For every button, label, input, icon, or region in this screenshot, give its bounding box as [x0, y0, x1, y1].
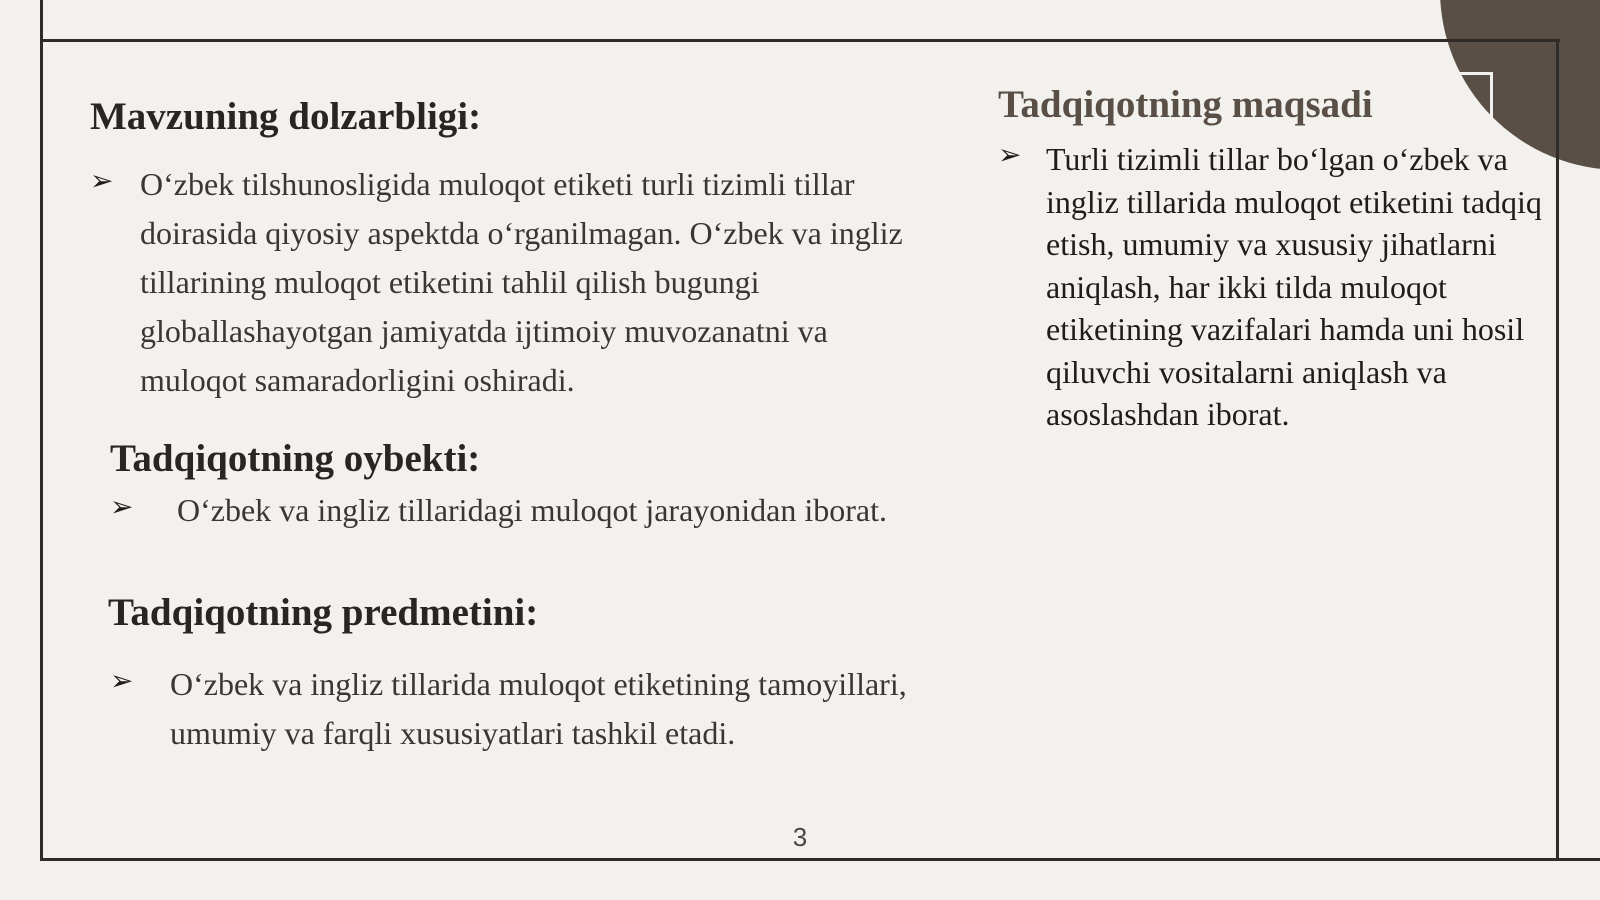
goal-bullet: [998, 138, 1558, 436]
goal-heading: Tadqiqotning maqsadi: [998, 83, 1373, 126]
decorative-corner-bracket: [1440, 72, 1493, 121]
goal-text: Turli tizimli tillar bo‘lgan o‘zbek va ingliz tillarida muloqot etiketini tadqiq etish, umumiy va xususiy jihatlarni aniqlash, har ikki tilda muloqot etiketining vazifalari hamda uni hosil qiluvchi vositalarni aniqlash va asoslashdan iborat.: [1046, 141, 1542, 432]
subject-bullet: [110, 660, 1010, 758]
arrow-bullet-icon: ➢: [110, 492, 134, 523]
page-number: 3: [792, 822, 808, 852]
object-bullet: [110, 486, 990, 535]
subject-text: O‘zbek va ingliz tillarida muloqot etiketining tamoyillari, umumiy va farqli xususiyatlari tashkil etadi.: [170, 666, 907, 751]
arrow-bullet-icon: ➢: [110, 666, 134, 697]
arrow-bullet-icon: ➢: [998, 140, 1022, 171]
frame-bottom-border: [40, 858, 1600, 861]
arrow-bullet-icon: ➢: [90, 166, 114, 197]
frame-top-border: [40, 39, 1560, 42]
subject-heading: Tadqiqotning predmetini:: [108, 591, 539, 634]
object-heading: Tadqiqotning oybekti:: [110, 437, 481, 480]
relevance-text: O‘zbek tilshunosligida muloqot etiketi turli tizimli tillar doirasida qiyosiy aspektda o‘rganilmagan. O‘zbek va ingliz tillarining muloqot etiketini tahlil qilish bugungi globallashayotgan jamiyatda ijtimoiy muvozanatni va muloqot samaradorligini oshiradi.: [140, 166, 903, 398]
relevance-bullet: [90, 160, 940, 405]
object-text: O‘zbek va ingliz tillaridagi muloqot jarayonidan iborat.: [177, 492, 888, 528]
relevance-heading: Mavzuning dolzarbligi:: [90, 95, 482, 138]
frame-left-border: [40, 0, 43, 860]
